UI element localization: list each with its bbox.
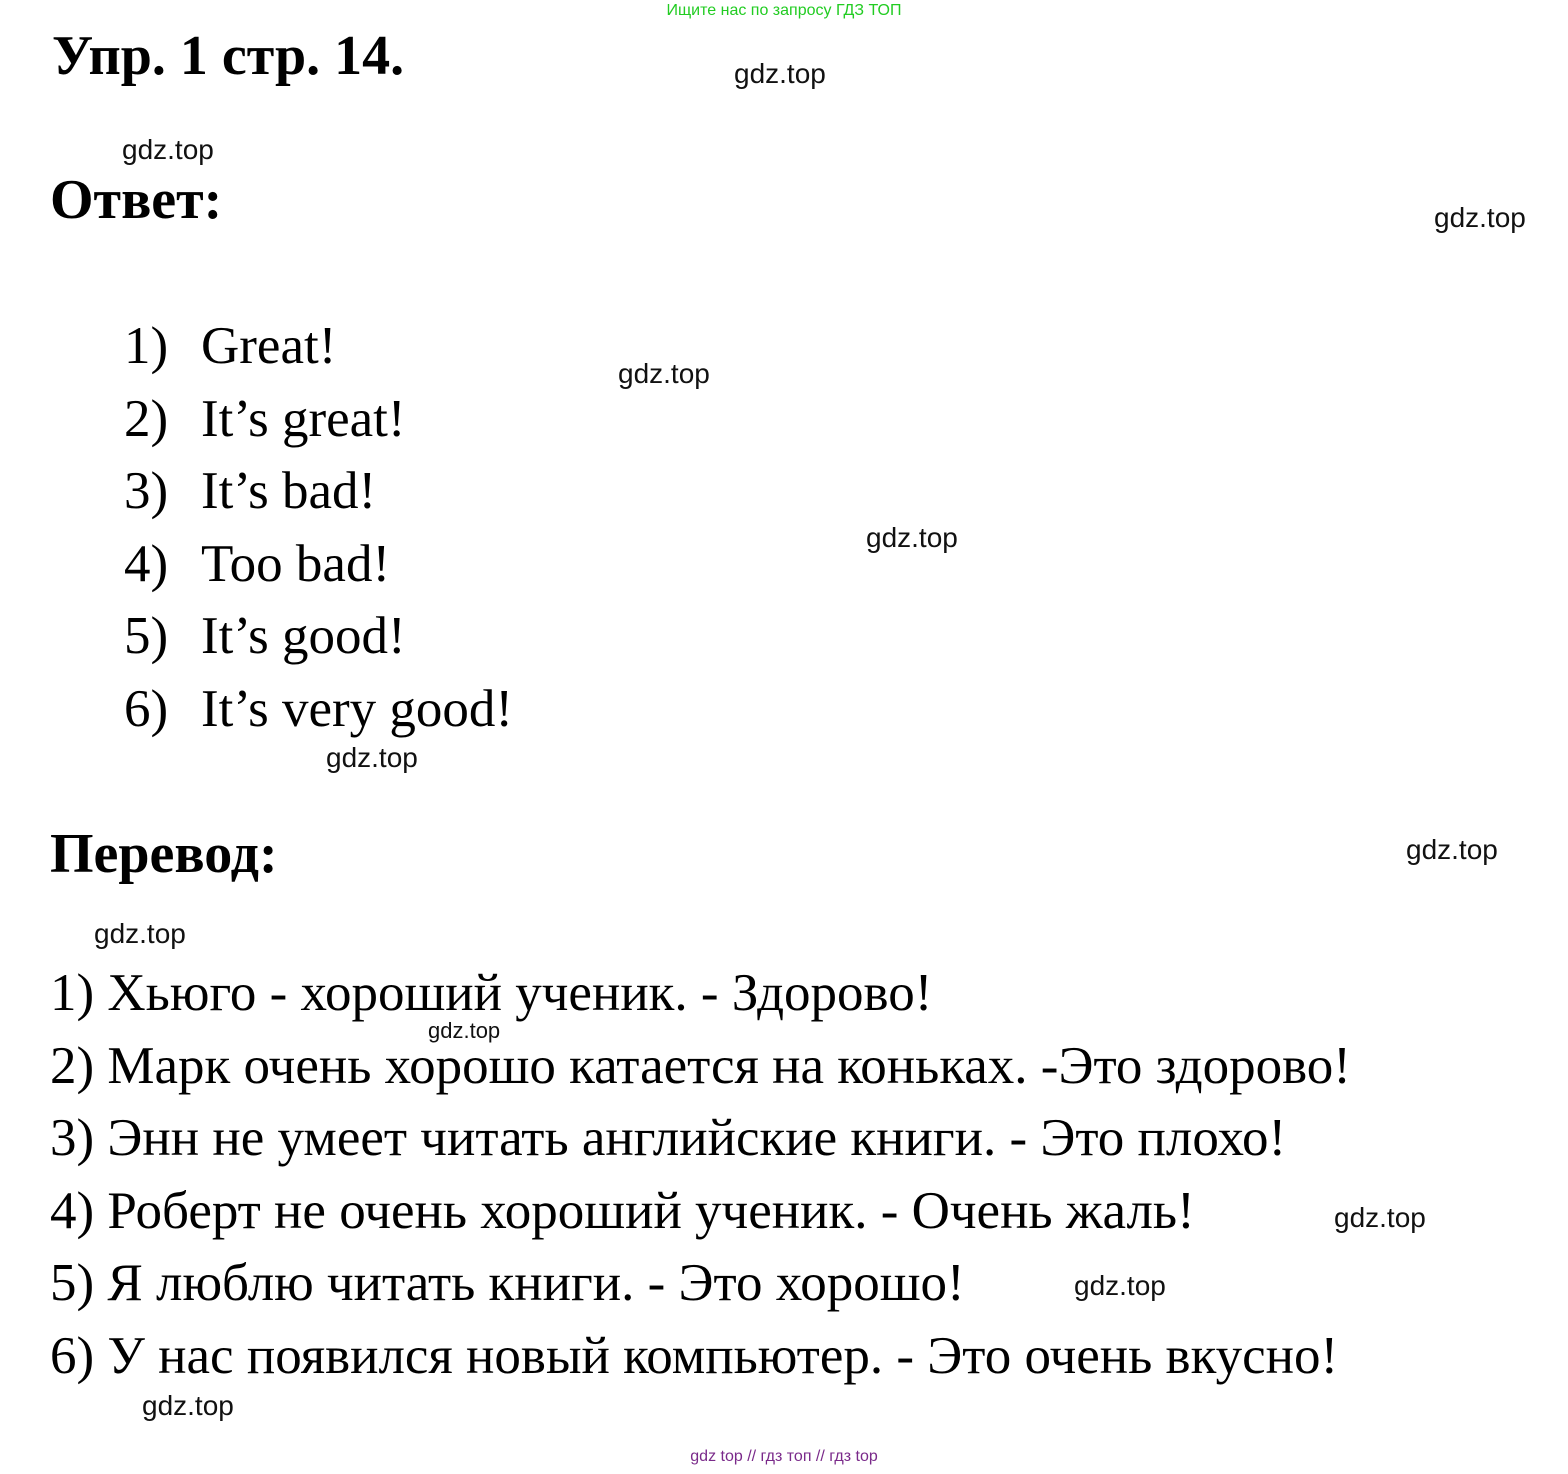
translation-item: 5) Я люблю читать книги. - Это хорошо! (50, 1254, 965, 1312)
answer-text: Too bad! (201, 534, 391, 593)
answer-item (124, 673, 513, 746)
watermark: gdz.top (1434, 202, 1526, 233)
answer-number: 5) (124, 607, 169, 665)
answer-number: 2) (124, 389, 169, 448)
watermark: gdz.top (1406, 834, 1498, 865)
translation-item: 4) Роберт не очень хороший ученик. - Очень жаль! (50, 1181, 1195, 1240)
watermark: gdz.top (428, 1018, 501, 1043)
footer-watermark: gdz top // гдз топ // гдз top (690, 1448, 878, 1465)
answer-text: It’s bad! (201, 462, 377, 520)
answer-text: It’s very good! (201, 679, 514, 738)
watermark: gdz.top (142, 1390, 234, 1421)
watermark: gdz.top (122, 134, 214, 165)
watermark: gdz.top (326, 742, 418, 773)
watermark: gdz.top (734, 58, 826, 89)
answer-number: 1) (124, 317, 169, 375)
answer-list (124, 310, 513, 745)
watermark: gdz.top (1074, 1270, 1166, 1301)
answer-item (124, 310, 513, 383)
watermark: gdz.top (1334, 1202, 1426, 1233)
answer-item (124, 600, 513, 673)
translation-item: 6) У нас появился новый компьютер. - Это очень вкусно! (50, 1326, 1339, 1385)
translation-list (50, 957, 1351, 1392)
translation-item: 1) Хьюго - хороший ученик. - Здорово! (50, 964, 933, 1022)
answer-text: It’s good! (201, 607, 406, 665)
answer-text: It’s great! (201, 389, 406, 448)
exercise-title: Упр. 1 стр. 14. (52, 25, 405, 87)
translation-item: 3) Энн не умеет читать английские книги. - Это плохо! (50, 1109, 1287, 1167)
answer-heading: Ответ: (50, 169, 223, 231)
watermark: gdz.top (94, 918, 186, 949)
watermark: gdz.top (618, 358, 710, 389)
answer-item (124, 455, 513, 528)
answer-item (124, 528, 513, 601)
translation-item: 2) Марк очень хорошо катается на коньках. -Это здорово! (50, 1036, 1351, 1095)
watermark: gdz.top (866, 522, 958, 553)
answer-number: 3) (124, 462, 169, 520)
top-banner: Ищите нас по запросу ГДЗ ТОП (666, 2, 902, 19)
translation-heading: Перевод: (50, 823, 278, 885)
answer-text: Great! (201, 317, 337, 375)
answer-item (124, 383, 513, 456)
answer-number: 4) (124, 534, 169, 593)
answer-number: 6) (124, 679, 169, 738)
